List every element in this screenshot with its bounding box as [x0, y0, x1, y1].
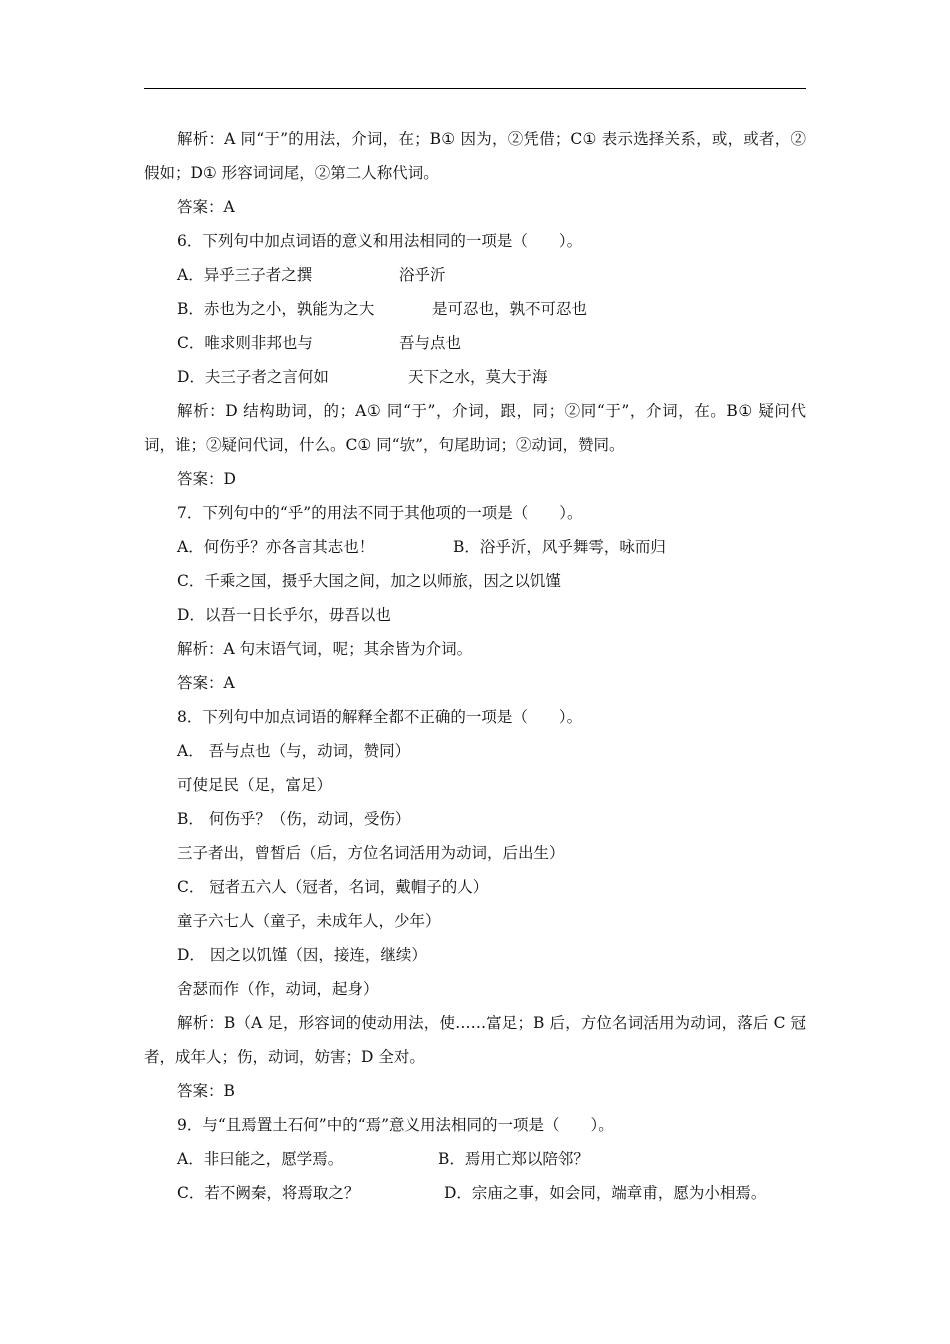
- analysis-5-line-1: 解析：A 同“于”的用法，介词，在；B① 因为，②凭借；C① 表示选择关系，或，或者，②: [177, 130, 806, 148]
- option-c-right: 吾与点也: [399, 334, 462, 352]
- option-c: C．若不阙秦，将焉取之？: [177, 1184, 360, 1202]
- question-8-stem: 8．下列句中加点词语的解释全都不正确的一项是（ ）。: [177, 708, 583, 726]
- option-d-left: D．夫三子者之言何如: [177, 368, 329, 386]
- analysis-6-line-2: 词，谁；②疑问代词，什么。C① 同“欤”，句尾助词；②动词，赞同。: [144, 436, 625, 454]
- answer-7: 答案：A: [177, 674, 235, 692]
- question-8-option-c-2: 童子六七人（童子，未成年人，少年）: [177, 912, 441, 930]
- header-rule: [144, 88, 806, 89]
- option-a: A．非曰能之，愿学焉。: [177, 1150, 344, 1168]
- question-9-options-cd: [144, 1176, 806, 1210]
- option-c-left: C．唯求则非邦也与: [177, 334, 313, 352]
- option-a-right: 浴乎沂: [399, 266, 446, 284]
- analysis-8-line-2: 者，成年人；伤，动词，妨害；D 全对。: [144, 1048, 425, 1066]
- analysis-5-line-2: 假如；D① 形容词词尾，②第二人称代词。: [144, 164, 439, 182]
- analysis-6-line-1: 解析：D 结构助词，的；A① 同“于”，介词，跟，同；②同“于”，介词，在。B① 疑问代: [177, 402, 806, 420]
- question-9-stem: 9．与“且焉置土石何”中的“焉”意义用法相同的一项是（ ）。: [177, 1116, 614, 1134]
- question-7-option-c: C．千乘之国，摄乎大国之间，加之以师旅，因之以饥馑: [177, 572, 561, 590]
- question-8-option-c-1: C． 冠者五六人（冠者，名词，戴帽子的人）: [177, 878, 489, 896]
- question-6-stem: 6．下列句中加点词语的意义和用法相同的一项是（ ）。: [177, 232, 583, 250]
- question-8-option-a-2: 可使足民（足，富足）: [177, 776, 333, 794]
- question-8-option-d-2: 舍瑟而作（作，动词，起身）: [177, 980, 379, 998]
- question-7-options-ab: [144, 530, 806, 564]
- question-8-option-a-1: A． 吾与点也（与，动词，赞同）: [177, 742, 411, 760]
- option-d: D．宗庙之事，如会同，端章甫，愿为小相焉。: [444, 1184, 767, 1202]
- option-b: B．焉用亡郑以陪邻？: [438, 1150, 589, 1168]
- question-8-option-d-1: D． 因之以饥馑（因，接连，继续）: [177, 946, 427, 964]
- document-body: [144, 122, 806, 1210]
- option-a: A．何伤乎？亦各言其志也！: [177, 538, 375, 556]
- answer-5: 答案：A: [177, 198, 235, 216]
- question-6-option-a: [144, 258, 806, 292]
- option-a-left: A．异乎三子者之撰: [177, 266, 313, 284]
- analysis-7: 解析：A 句末语气词，呢；其余皆为介词。: [177, 640, 473, 658]
- analysis-8-line-1: 解析：B（A 足，形容词的使动用法，使……富足；B 后，方位名词活用为动词，落后 C 冠: [177, 1014, 806, 1032]
- question-9-options-ab: [144, 1142, 806, 1176]
- option-b-left: B．赤也为之小，孰能为之大: [177, 300, 375, 318]
- question-8-option-b-2: 三子者出，曾皙后（后，方位名词活用为动词，后出生）: [177, 844, 565, 862]
- question-6-option-c: [144, 326, 806, 360]
- option-d-right: 天下之水，莫大于海: [408, 368, 548, 386]
- option-b: B．浴乎沂，风乎舞雩，咏而归: [453, 538, 666, 556]
- question-6-option-b: [144, 292, 806, 326]
- answer-6: 答案：D: [177, 470, 236, 488]
- option-b-right: 是可忍也，孰不可忍也: [432, 300, 588, 318]
- question-8-option-b-1: B． 何伤乎？（伤，动词，受伤）: [177, 810, 411, 828]
- answer-8: 答案：B: [177, 1082, 235, 1100]
- question-7-option-d: D．以吾一日长乎尔，毋吾以也: [177, 606, 391, 624]
- question-7-stem: 7．下列句中的“乎”的用法不同于其他项的一项是（ ）。: [177, 504, 583, 522]
- question-6-option-d: [144, 360, 806, 394]
